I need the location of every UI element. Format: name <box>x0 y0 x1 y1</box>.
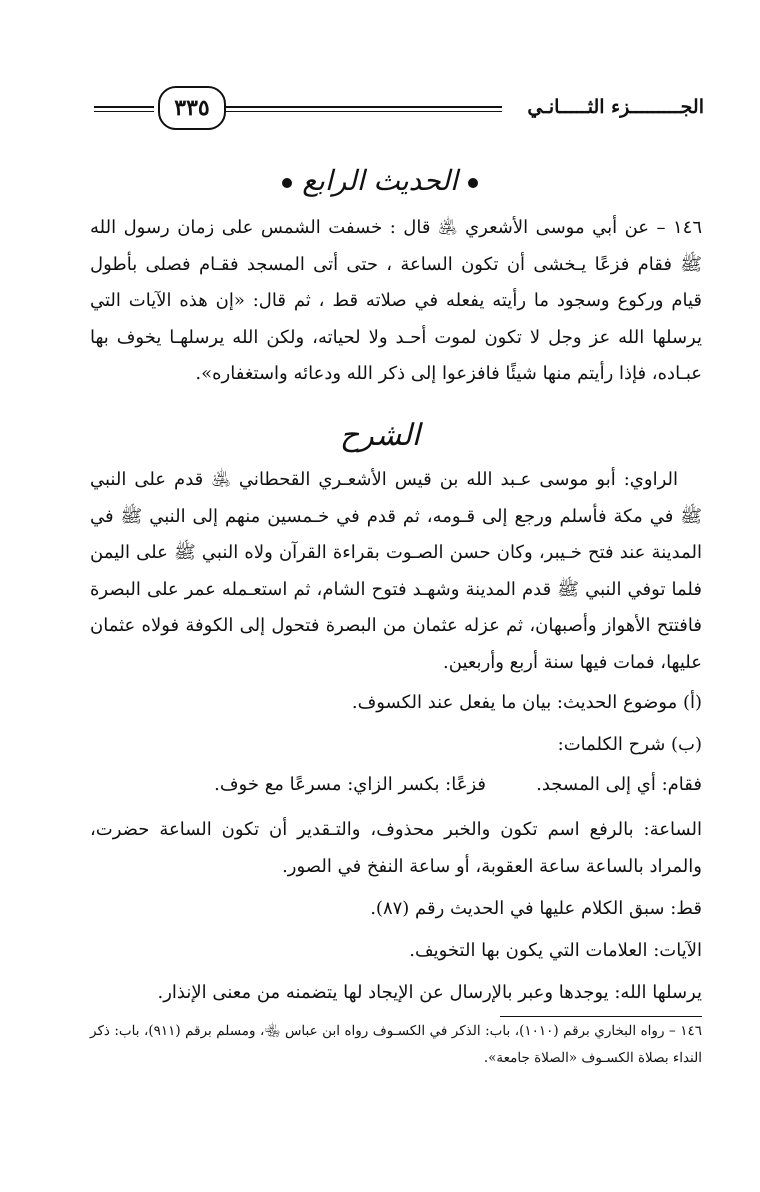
hadith-paragraph: ١٤٦ – عن أبي موسى الأشعري ﵁ قال : خسفت الشمس على زمان رسول الله ﷺ فقام فزعًا يـخشى أن تكون الساعة ، حتى أتى المسجد فقـام فصلى بأطول قيام وركوع وسجود ما رأيته يفعله في صلاته قط ، ثم قال: «إن هذه الآيات التي يرسلها الله عز وجل لا تكون لموت أحـد ولا لحياته، ولكن الله يرسلهـا يخوف بها عبـاده، فإذا رأيتم منها شيئًا فافزعوا إلى ذكر الله ودعائه واستغفاره». <box>90 217 702 384</box>
topic-line: (أ) موضوع الحديث: بيان ما يفعل عند الكسوف. <box>351 692 702 713</box>
footnote <box>90 1018 702 1072</box>
bullet-icon <box>468 178 478 188</box>
hadith-text <box>90 210 702 393</box>
running-header <box>0 96 760 136</box>
footnote-text: ١٤٦ – رواه البخاري برقم (١٠١٠)، باب: الذكر في الكسـوف رواه ابن عباس ﵄، ومسلم برقم (٩١١)، باب: ذكر النداء بصلاة الكسـوف «الصلاة جامعة». <box>90 1023 702 1066</box>
words-heading: (ب) شرح الكلمات: <box>557 734 702 755</box>
word-definitions-row <box>90 774 702 804</box>
footnote-rule <box>500 1016 702 1017</box>
hadith-title-text: الحديث الرابع <box>302 164 458 197</box>
narrator-text <box>90 462 702 681</box>
word-saaa-text: الساعة: بالرفع اسم تكون والخبر محذوف، والتـقدير أن تكون الساعة حضرت، والمراد بالساعة ساعة العقوبة، أو ساعة النفخ في الصور. <box>90 819 702 877</box>
hadith-title <box>0 164 760 197</box>
header-rule <box>94 106 154 108</box>
word-saaa <box>90 812 702 885</box>
bullet-icon <box>282 178 292 188</box>
header-rule <box>226 111 502 112</box>
sharh-title: الشرح <box>339 418 421 453</box>
word-faza: فزعًا: بكسر الزاي: مسرعًا مع خوف. <box>214 774 486 795</box>
narrator-paragraph: الراوي: أبو موسى عـبد الله بن قيس الأشعـري القحطاني ﵁ قدم على النبي ﷺ في مكة فأسلم ورجع إلى قـومه، ثم قدم في خـمسين منهم إلى النبي ﷺ في المدينة عند فتح خـيبر، وكان حسن الصـوت بقراءة القرآن ولاه النبي ﷺ على اليمن فلما توفي النبي ﷺ قدم المدينة وشهـد فتوح الشام، ثم استعـمله عمر على البصرة فافتتح الأهواز وأصبهان، ثم عزله عثمان من البصرة فتحول إلى الكوفة فولاه عثمان عليها، فمات فيها سنة أربع وأربعين. <box>90 469 702 673</box>
header-rule <box>94 111 154 112</box>
header-rule <box>226 106 502 108</box>
word-qat: قط: سبق الكلام عليها في الحديث رقم (٨٧). <box>370 898 702 919</box>
page-number: ٣٣٥ <box>158 86 226 130</box>
word-yursil: يرسلها الله: يوجدها وعبر بالإرسال عن الإيجاد لها يتضمنه من معنى الإنذار. <box>157 982 702 1003</box>
word-faqam: فقام: أي إلى المسجد. <box>536 774 702 795</box>
volume-title: الجـــــــــزء الثـــــانـي <box>527 96 704 118</box>
word-ayat: الآيات: العلامات التي يكون بها التخويف. <box>409 940 702 961</box>
